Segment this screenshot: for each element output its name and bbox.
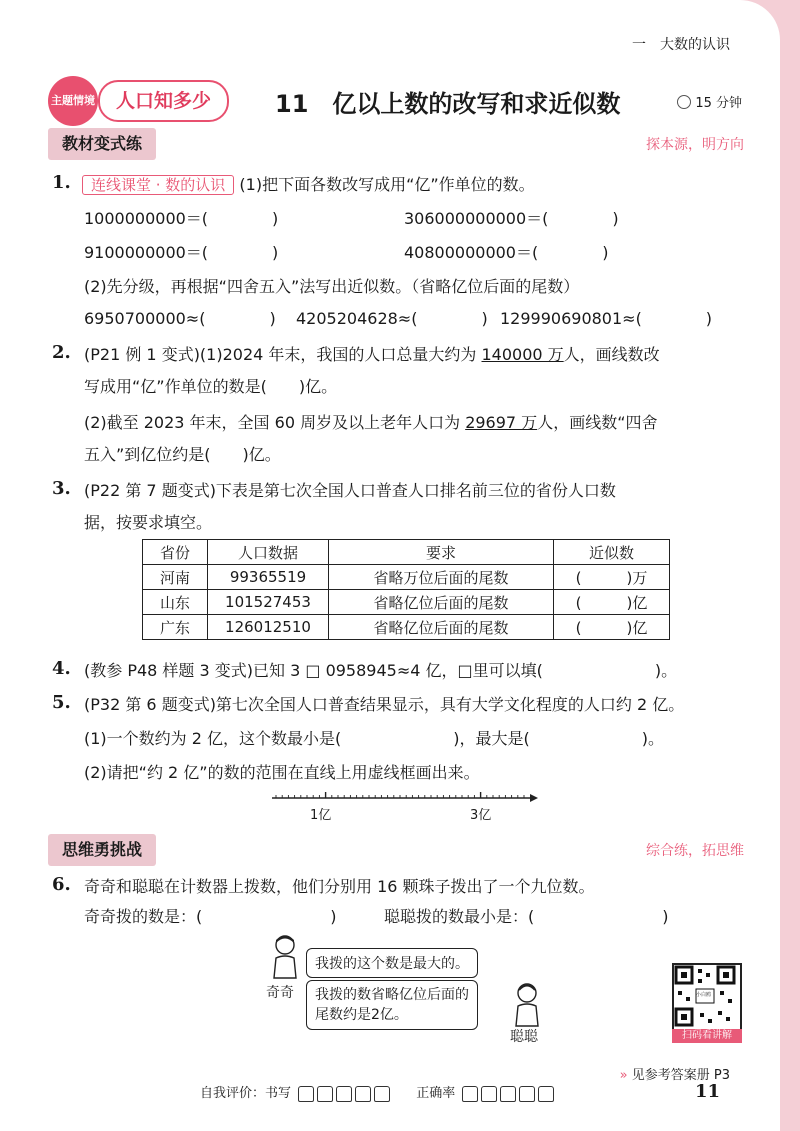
lesson-number: 11 <box>275 90 309 118</box>
qiqi-figure <box>270 934 300 980</box>
number-line-axis <box>270 790 540 804</box>
rewrite-item-1: 1000000000＝( ) <box>84 209 279 228</box>
table-cell: 河南 <box>143 565 208 590</box>
qr-center-label: 小白鸥 <box>696 992 712 998</box>
question-number-5: 5. <box>52 692 71 713</box>
qiqi-name: 奇奇 <box>266 985 294 1001</box>
table-cell: 省略亿位后面的尾数 <box>329 615 554 640</box>
question-2-line-1: (P21 例 1 变式)(1)2024 年末，我国的人口总量大约为 140000 万人，画线数改 <box>84 345 660 364</box>
table-header: 要求 <box>329 540 554 565</box>
congcong-figure <box>512 982 542 1028</box>
thumbs-up-icon[interactable] <box>538 1086 554 1102</box>
thumbs-up-icon[interactable] <box>298 1086 314 1102</box>
qr-code-icon[interactable] <box>672 963 742 1033</box>
section-subtitle-practice: 探本源，明方向 <box>646 137 744 153</box>
rewrite-item-4: 40800000000＝( ) <box>404 243 609 262</box>
thumbs-up-icon[interactable] <box>481 1086 497 1102</box>
question-5-line-1: (P32 第 6 题变式)第七次全国人口普查结果显示，具有大学文化程度的人口约 2 亿。 <box>84 695 685 714</box>
bubble-line: 尾数约是2亿。 <box>315 1007 408 1023</box>
question-5-line-2: (1)一个数约为 2 亿，这个数最小是( )，最大是( )。 <box>84 729 664 748</box>
section-header-challenge: 思维勇挑战 <box>48 834 156 866</box>
rewrite-item-3: 9100000000＝( ) <box>84 243 279 262</box>
population-table <box>142 539 670 640</box>
question-number-3: 3. <box>52 478 71 499</box>
question-4-text: (教参 P48 样题 3 变式)已知 3 □ 0958945≈4 亿，□里可以填( )。 <box>84 661 678 680</box>
speech-bubble-congcong <box>306 980 478 1030</box>
thumbs-up-icon[interactable] <box>355 1086 371 1102</box>
question-3-line-1: (P22 第 7 题变式)下表是第七次全国人口普查人口排名前三位的省份人口数 <box>84 481 616 500</box>
chapter-header: 一 大数的认识 <box>632 37 730 53</box>
thumbs-up-icon[interactable] <box>519 1086 535 1102</box>
table-row <box>143 590 670 615</box>
self-evaluation <box>200 1082 554 1102</box>
topic-tag: 连线课堂 · 数的认识 <box>82 175 234 195</box>
speech-bubble-qiqi: 我拨的这个数是最大的。 <box>306 948 478 978</box>
question-2-line-3: (2)截至 2023 年末，全国 60 周岁及以上老年人口为 29697 万人，画线数“四舍 <box>84 413 658 432</box>
table-row <box>143 565 670 590</box>
question-number-4: 4. <box>52 658 71 679</box>
section-subtitle-challenge: 综合练，拓思维 <box>646 843 744 859</box>
question-number-1: 1. <box>52 172 71 193</box>
question-2-line-4: 五入”到亿位约是( )亿。 <box>84 445 281 464</box>
table-cell: 广东 <box>143 615 208 640</box>
table-header-row <box>143 540 670 565</box>
table-cell: 省略亿位后面的尾数 <box>329 590 554 615</box>
question-1-header <box>82 172 535 195</box>
table-row <box>143 615 670 640</box>
theme-title: 人口知多少 <box>98 80 229 122</box>
table-header: 省份 <box>143 540 208 565</box>
table-cell: ( )亿 <box>554 590 670 615</box>
page-number: 11 <box>694 1081 720 1102</box>
underlined-number: 140000 万 <box>481 345 564 364</box>
time-estimate <box>677 92 742 111</box>
accuracy-label: 正确率 <box>416 1086 456 1101</box>
question-6-line-1: 奇奇和聪聪在计数器上拨数，他们分别用 16 颗珠子拨出了一个九位数。 <box>84 877 595 896</box>
number-line-label-1: 1亿 <box>310 808 332 823</box>
question-3-line-2: 据，按要求填空。 <box>84 513 213 532</box>
section-header-practice: 教材变式练 <box>48 128 156 160</box>
rewrite-item-2: 306000000000＝( ) <box>404 209 619 228</box>
thumbs-up-icon[interactable] <box>500 1086 516 1102</box>
approx-item-3: 129990690801≈( ) <box>500 309 713 328</box>
question-5-line-3: (2)请把“约 2 亿”的数的范围在直线上用虚线框画出来。 <box>84 763 480 782</box>
question-6-answer-congcong: 聪聪拨的数最小是：( ) <box>384 907 669 926</box>
approx-item-1: 6950700000≈( ) <box>84 309 276 328</box>
theme-badge: 主题情境 <box>48 76 98 126</box>
table-cell: 山东 <box>143 590 208 615</box>
table-header: 近似数 <box>554 540 670 565</box>
question-1-intro: (1)把下面各数改写成用“亿”作单位的数。 <box>239 175 535 194</box>
table-cell: ( )亿 <box>554 615 670 640</box>
clock-icon <box>677 95 691 109</box>
table-cell: 省略万位后面的尾数 <box>329 565 554 590</box>
table-cell: 126012510 <box>208 615 329 640</box>
approx-item-2: 4205204628≈( ) <box>296 309 488 328</box>
thumbs-up-icon[interactable] <box>462 1086 478 1102</box>
bubble-line: 我拨的数省略亿位后面的 <box>315 987 469 1003</box>
thumbs-up-icon[interactable] <box>374 1086 390 1102</box>
self-eval-label: 自我评价：书写 <box>200 1086 292 1101</box>
table-cell: 99365519 <box>208 565 329 590</box>
underlined-number: 29697 万 <box>465 413 538 432</box>
number-line <box>270 790 540 823</box>
congcong-name: 聪聪 <box>510 1029 538 1045</box>
number-line-label-3: 3亿 <box>470 808 492 823</box>
chevron-right-icon: » <box>619 1068 628 1083</box>
qr-label: 扫码看讲解 <box>672 1029 742 1043</box>
lesson-name: 亿以上数的改写和求近似数 <box>332 90 621 118</box>
table-cell: ( )万 <box>554 565 670 590</box>
lesson-title <box>275 84 620 119</box>
table-header: 人口数据 <box>208 540 329 565</box>
time-text: 15 分钟 <box>695 96 742 111</box>
thumbs-up-icon[interactable] <box>336 1086 352 1102</box>
thumbs-up-icon[interactable] <box>317 1086 333 1102</box>
question-number-6: 6. <box>52 874 71 895</box>
question-2-line-2: 写成用“亿”作单位的数是( )亿。 <box>84 377 338 396</box>
answer-reference-text: 见参考答案册 P3 <box>631 1068 730 1083</box>
question-6-answer-qiqi: 奇奇拨的数是：( ) <box>84 907 337 926</box>
question-number-2: 2. <box>52 342 71 363</box>
table-cell: 101527453 <box>208 590 329 615</box>
question-1-part2: (2)先分级，再根据“四舍五入”法写出近似数。（省略亿位后面的尾数） <box>84 277 580 296</box>
